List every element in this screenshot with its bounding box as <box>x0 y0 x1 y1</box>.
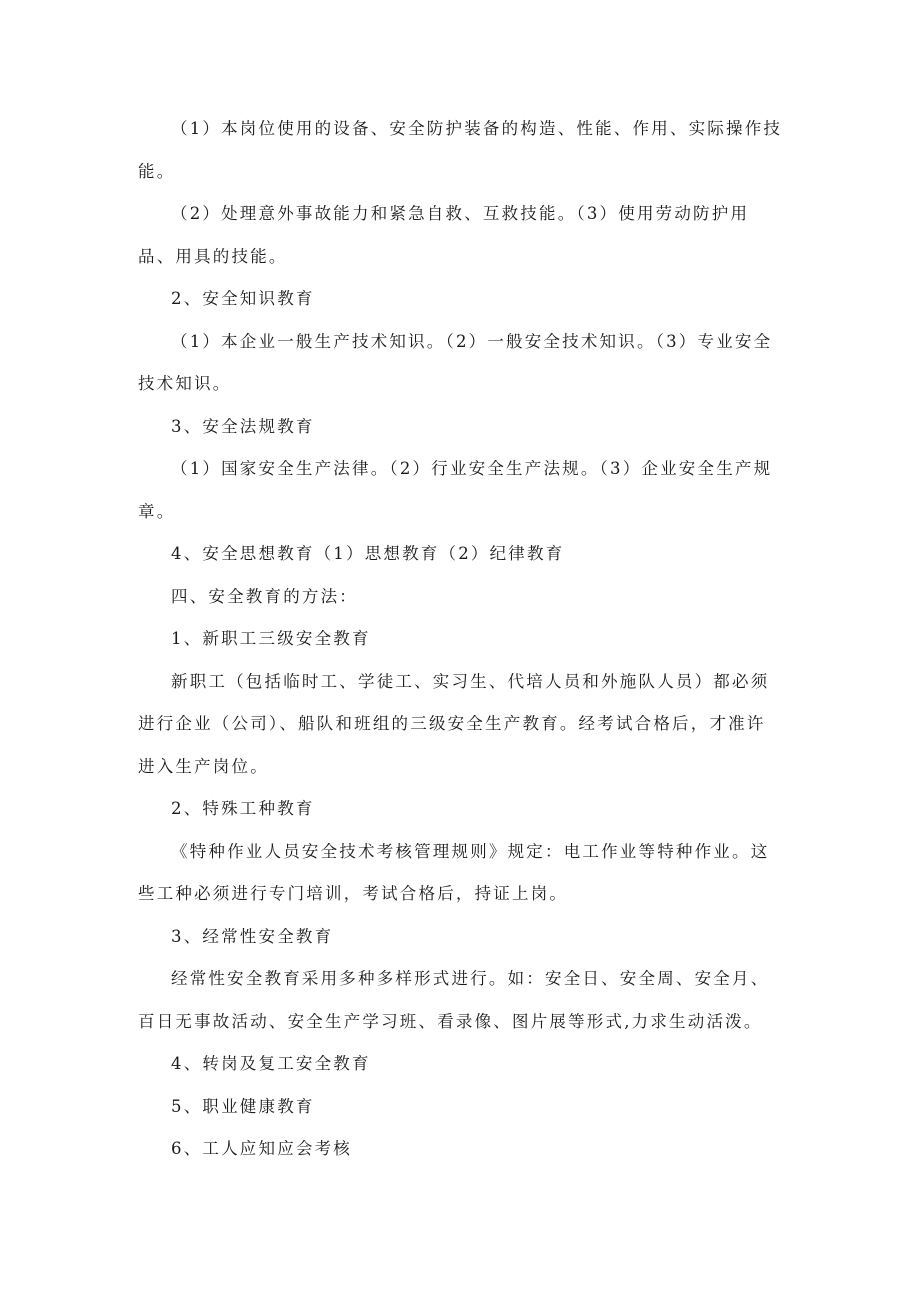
paragraph: 经常性安全教育采用多种多样形式进行。如：安全日、安全周、安全月、百日无事故活动、安全生产学习班、看录像、图片展等形式,力求生动活泼。 <box>138 969 770 1031</box>
section-heading: 5、职业健康教育 <box>171 1096 315 1116</box>
section-heading: 4、转岗及复工安全教育 <box>171 1054 371 1073</box>
paragraph: （2）处理意外事故能力和紧急自救、互救技能。（3）使用劳动防护用品、用具的技能。 <box>138 204 750 266</box>
section-heading: 3、安全法规教育 <box>171 416 315 436</box>
section-heading: 四、安全教育的方法： <box>171 586 358 606</box>
document-body <box>138 108 784 1171</box>
paragraph: （1）本企业一般生产技术知识。（2）一般安全技术知识。（3）专业安全技术知识。 <box>138 331 773 393</box>
section-heading: 3、经常性安全教育 <box>171 926 334 946</box>
section-heading: 2、特殊工种教育 <box>171 799 315 818</box>
paragraph: 《特种作业人员安全技术考核管理规则》规定：电工作业等特种作业。这些工种必须进行专门培训，考试合格后，持证上岗。 <box>138 841 770 903</box>
section-heading: 6、工人应知应会考核 <box>171 1139 352 1158</box>
section-heading: 2、安全知识教育 <box>171 289 315 308</box>
section-heading: 4、安全思想教育（1）思想教育（2）纪律教育 <box>171 544 565 563</box>
paragraph: （1）本岗位使用的设备、安全防护装备的构造、性能、作用、实际操作技能。 <box>138 119 783 181</box>
paragraph: 新职工（包括临时工、学徒工、实习生、代培人员和外施队人员）都必须进行企业（公司）、船队和班组的三级安全生产教育。经考试合格后，才准许进入生产岗位。 <box>138 671 770 776</box>
section-heading: 1、新职工三级安全教育 <box>171 629 371 648</box>
paragraph: （1）国家安全生产法律。（2）行业安全生产法规。（3）企业安全生产规章。 <box>138 459 773 521</box>
